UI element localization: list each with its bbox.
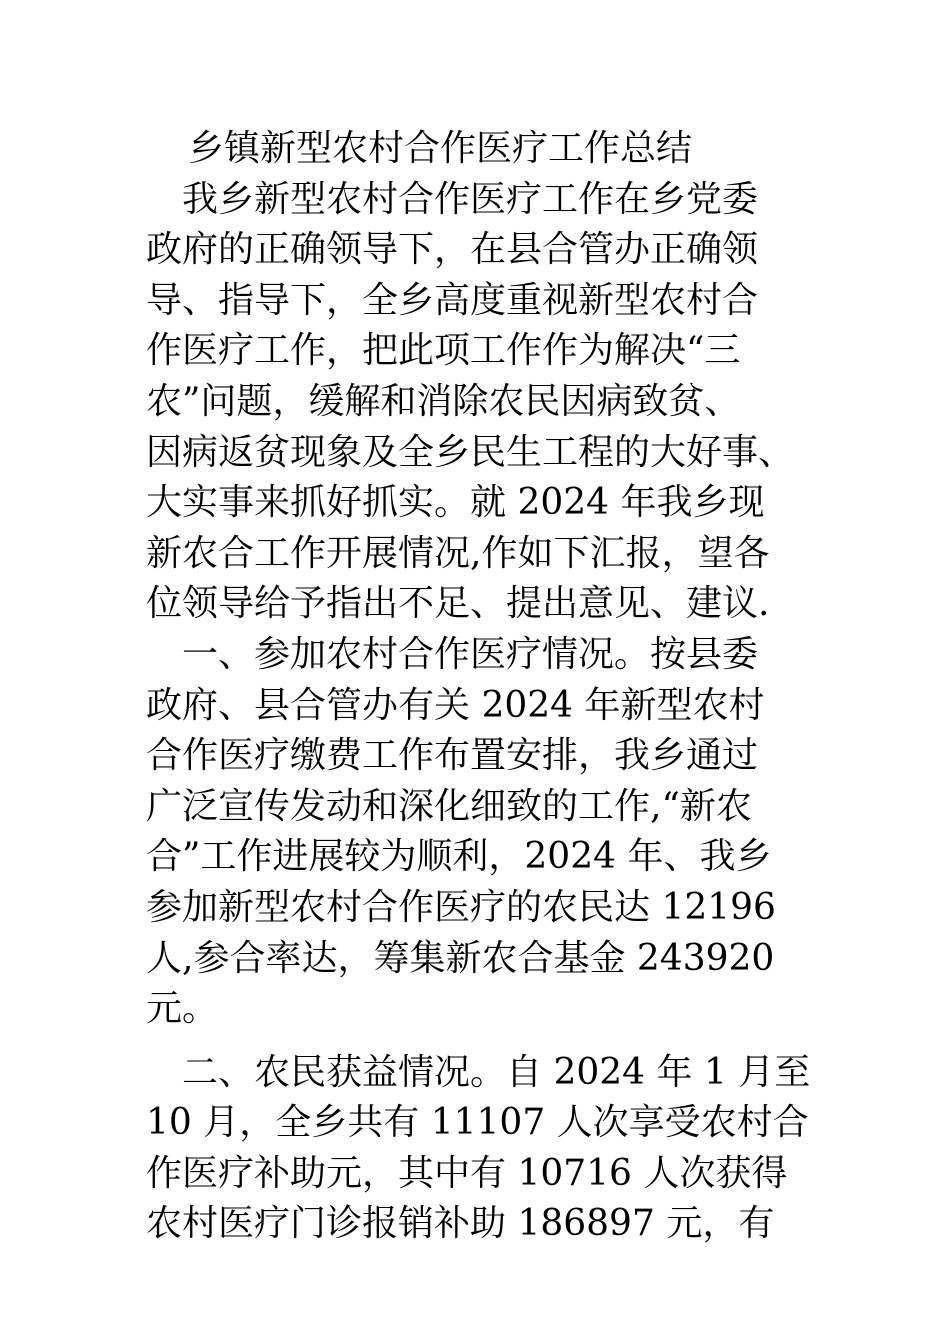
paragraph-line: 参加新型农村合作医疗的农民达 12196 bbox=[146, 886, 776, 928]
paragraph-line: 因病返贫现象及全乡民生工程的大好事、 bbox=[146, 431, 795, 473]
document-title: 乡镇新型农村合作医疗工作总结 bbox=[188, 128, 693, 169]
paragraph-line: 10 月，全乡共有 11107 人次享受农村合 bbox=[146, 1102, 809, 1144]
paragraph-line: 合作医疗缴费工作布置安排，我乡通过 bbox=[146, 735, 759, 777]
paragraph-line: 农村医疗门诊报销补助 186897 元，有 bbox=[146, 1203, 775, 1245]
paragraph-line: 农”问题，缓解和消除农民因病致贫、 bbox=[146, 380, 741, 422]
paragraph-line: 我乡新型农村合作医疗工作在乡党委 bbox=[146, 178, 759, 220]
paragraph-line: 人,参合率达，筹集新农合基金 243920 bbox=[146, 937, 775, 979]
paragraph-line: 导、指导下，全乡高度重视新型农村合 bbox=[146, 279, 759, 321]
paragraph-line: 政府、县合管办有关 2024 年新型农村 bbox=[146, 684, 765, 726]
paragraph-line: 合”工作进展较为顺利，2024 年、我乡 bbox=[146, 836, 772, 878]
paragraph-line: 广泛宣传发动和深化细致的工作,“新农 bbox=[146, 785, 752, 827]
paragraph-line: 二、农民获益情况。自 2024 年 1 月至 bbox=[146, 1051, 811, 1093]
paragraph-line: 政府的正确领导下，在县合管办正确领 bbox=[146, 229, 759, 271]
document-body bbox=[146, 124, 826, 1250]
paragraph-line: 作医疗补助元，其中有 10716 人次获得 bbox=[146, 1152, 788, 1194]
paragraph-line: 新农合工作开展情况,作如下汇报，望各 bbox=[146, 532, 770, 574]
paragraph-line: 元。 bbox=[146, 988, 219, 1030]
paragraph-gap bbox=[146, 1035, 826, 1048]
paragraph-line: 作医疗工作，把此项工作作为解决“三 bbox=[146, 330, 741, 372]
paragraph-line: 一、参加农村合作医疗情况。按县委 bbox=[146, 633, 759, 675]
paragraph-line: 大实事来抓好抓实。就 2024 年我乡现 bbox=[146, 482, 765, 524]
paragraph-line: 位领导给予指出不足、提出意见、建议. bbox=[146, 583, 770, 625]
